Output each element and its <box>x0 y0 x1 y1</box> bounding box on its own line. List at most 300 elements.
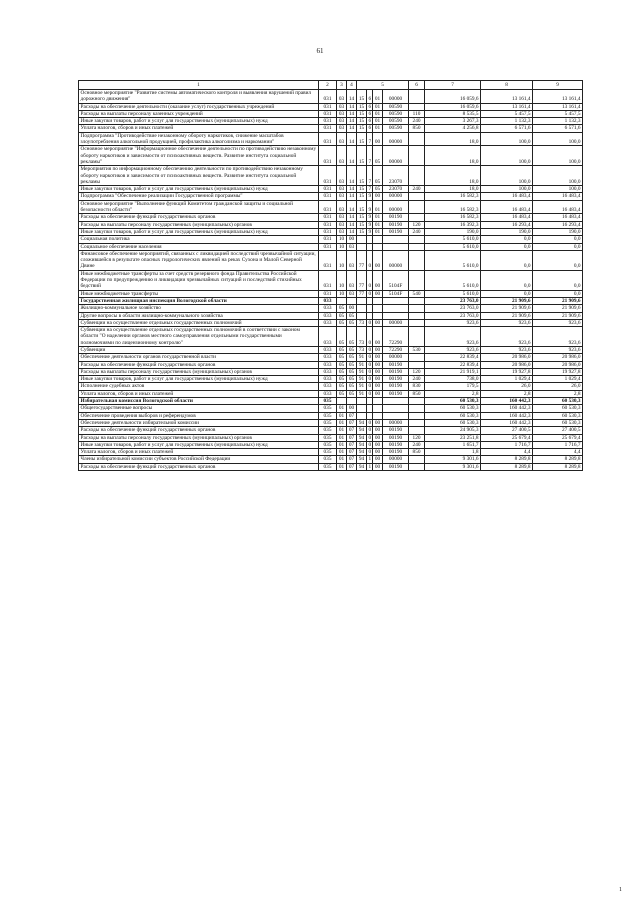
cell-target-code-subprogram: 0 <box>368 390 372 397</box>
cell-amount-col9: 0,0 <box>533 270 583 290</box>
cell-amount-col8: 8 289,8 <box>481 463 533 470</box>
cell-target-code-program: 15 <box>357 118 367 125</box>
cell-ministry-code: 033 <box>319 312 337 319</box>
cell-target-code-direction: 00590 <box>383 125 409 132</box>
cell-subsection: 03 <box>347 270 357 290</box>
row-name: Иные закупки товаров, работ и услуг для государственных (муниципальных) нужд <box>79 186 319 193</box>
cell-target-code-program <box>357 312 367 319</box>
cell-expense-type <box>409 132 425 146</box>
cell-target-code-event <box>373 312 383 319</box>
cell-target-code-subprogram: 9 <box>368 221 372 228</box>
cell-amount-col8: 923,6 <box>481 319 533 326</box>
cell-target-code-event: 00 <box>373 427 383 434</box>
cell-target-code-subprogram: 0 <box>368 368 372 375</box>
cell-target-code-direction <box>383 405 409 412</box>
cell-section: 01 <box>337 427 347 434</box>
cell-amount-col7: 5 610,0 <box>425 243 481 250</box>
cell-subsection: 14 <box>347 90 357 104</box>
row-name: Иные межбюджетные трансферты за счет средств резервного фонда Правительства Российской Федерации по предупреждению и ликвидации чрезвычайных ситуаций и последствий стихийных бедствий <box>79 270 319 290</box>
cell-amount-col7: 16 582,3 <box>425 214 481 221</box>
cell-amount-col9: 13 161,4 <box>533 90 583 104</box>
cell-ministry-code: 031 <box>319 125 337 132</box>
cell-amount-col8: 0,0 <box>481 236 533 243</box>
cell-target-code-subprogram: 1 <box>368 463 372 470</box>
table-row <box>79 354 583 361</box>
cell-target-code-direction: 00190 <box>383 434 409 441</box>
row-name: Субвенции на осуществление отдельных государственных полномочий <box>79 319 319 326</box>
cell-amount-col8: 16 483,4 <box>481 193 533 200</box>
cell-amount-col8: 4,4 <box>481 449 533 456</box>
cell-target-code-program: 73 <box>357 327 367 347</box>
cell-section: 03 <box>337 200 347 214</box>
row-name: Расходы на выплаты персоналу государственных (муниципальных) органов <box>79 368 319 375</box>
cell-ministry-code: 031 <box>319 221 337 228</box>
cell-target-code-direction <box>383 297 409 304</box>
cell-expense-type: 240 <box>409 118 425 125</box>
row-name: Обеспечение деятельности избирательной комиссии <box>79 419 319 426</box>
row-name: Иные закупки товаров, работ и услуг для государственных (муниципальных) нужд <box>79 441 319 448</box>
cell-target-code-program: 15 <box>357 90 367 104</box>
cell-target-code-subprogram: 9 <box>368 228 372 235</box>
cell-target-code-event: 00 <box>373 361 383 368</box>
cell-ministry-code: 035 <box>319 405 337 412</box>
cell-section: 05 <box>337 312 347 319</box>
cell-target-code-subprogram: 9 <box>367 200 373 214</box>
cell-subsection: 05 <box>347 327 357 347</box>
table-row <box>79 449 583 456</box>
cell-section: 01 <box>337 441 347 448</box>
row-name: Подпрограмма "Противодействие незаконному обороту наркотиков, снижение масштабов злоупотребления алкогольной продукцией, профилактика алкоголизма и наркомании" <box>79 132 319 146</box>
cell-amount-col8: 1 029,4 <box>481 376 533 383</box>
row-name: Другие вопросы в области жилищно-коммунального хозяйства <box>79 312 319 319</box>
cell-amount-col9: 16 483,4 <box>533 200 583 214</box>
cell-target-code-program: 73 <box>357 346 367 353</box>
cell-target-code-direction: 00190 <box>383 383 409 390</box>
cell-target-code-event: 00 <box>373 441 383 448</box>
cell-expense-type: 120 <box>409 368 425 375</box>
cell-ministry-code: 033 <box>319 305 337 312</box>
cell-target-code-direction: 00190 <box>383 214 409 221</box>
cell-target-code-direction: 00590 <box>383 118 409 125</box>
cell-amount-col9: 60 530,3 <box>533 405 583 412</box>
row-name: Иные закупки товаров, работ и услуг для государственных (муниципальных) нужд <box>79 118 319 125</box>
cell-expense-type: 240 <box>409 376 425 383</box>
cell-ministry-code: 035 <box>319 412 337 419</box>
row-name: Основное мероприятие "Развитие системы автоматического контроля и выявления нарушений правил дорожного движения" <box>79 90 319 104</box>
cell-amount-col8: 13 161,4 <box>481 103 533 110</box>
page-number: 61 <box>316 47 324 55</box>
cell-expense-type <box>409 398 425 405</box>
cell-section: 10 <box>337 243 347 250</box>
cell-target-code-event: 05 <box>373 166 383 186</box>
cell-target-code-program: 94 <box>357 441 367 448</box>
row-name: Уплата налогов, сборов и иных платежей <box>79 390 319 397</box>
table-row <box>79 132 583 146</box>
table-row <box>79 327 583 347</box>
row-name: Расходы на выплаты персоналу государственных (муниципальных) органов <box>79 221 319 228</box>
cell-section: 01 <box>337 419 347 426</box>
column-header: 5 <box>357 81 409 90</box>
cell-section <box>337 297 347 304</box>
cell-amount-col8: 5 457,5 <box>481 110 533 117</box>
cell-amount-col7: 60 530,3 <box>425 405 481 412</box>
cell-target-code-direction: 00190 <box>383 390 409 397</box>
header-row <box>79 81 583 90</box>
cell-target-code-program: 15 <box>357 221 367 228</box>
cell-target-code-event: 00 <box>373 419 383 426</box>
cell-amount-col8: 16 293,4 <box>481 221 533 228</box>
cell-ministry-code: 035 <box>319 441 337 448</box>
cell-amount-col7: 16 059,6 <box>425 103 481 110</box>
cell-amount-col8: 100,0 <box>481 186 533 193</box>
cell-section: 03 <box>337 228 347 235</box>
cell-target-code-subprogram: 7 <box>367 166 373 186</box>
cell-amount-col7: 23 251,8 <box>425 434 481 441</box>
cell-subsection: 07 <box>347 441 357 448</box>
cell-section: 03 <box>337 90 347 104</box>
table-row <box>79 125 583 132</box>
cell-target-code-program: 15 <box>357 200 367 214</box>
cell-amount-col9: 21 909,6 <box>533 297 583 304</box>
cell-target-code-subprogram: 0 <box>368 376 372 383</box>
cell-target-code-event: 01 <box>373 118 383 125</box>
cell-expense-type <box>409 270 425 290</box>
table-row <box>79 90 583 104</box>
row-name: Иные закупки товаров, работ и услуг для государственных (муниципальных) нужд <box>79 376 319 383</box>
cell-target-code-program: 15 <box>357 146 367 166</box>
cell-amount-col9: 60 530,3 <box>533 412 583 419</box>
cell-amount-col7: 60 530,3 <box>425 412 481 419</box>
cell-target-code-program: 94 <box>357 434 367 441</box>
cell-subsection: 14 <box>347 193 357 200</box>
cell-expense-type <box>409 419 425 426</box>
cell-subsection: 07 <box>347 449 357 456</box>
cell-target-code-program: 94 <box>357 449 367 456</box>
cell-target-code-direction: 00000 <box>383 132 409 146</box>
cell-amount-col9: 923,6 <box>533 319 583 326</box>
cell-target-code-program: 15 <box>357 103 367 110</box>
cell-target-code-event: 05 <box>373 146 383 166</box>
cell-ministry-code: 031 <box>319 193 337 200</box>
table-row <box>79 186 583 193</box>
cell-amount-col7: 22 839,4 <box>425 354 481 361</box>
cell-amount-col8: 13 161,4 <box>481 90 533 104</box>
column-header: 6 <box>409 81 425 90</box>
cell-target-code-direction <box>383 312 409 319</box>
cell-expense-type: 240 <box>409 186 425 193</box>
cell-amount-col7: 16 582,3 <box>425 193 481 200</box>
cell-target-code-event <box>373 243 383 250</box>
cell-target-code-event: 00 <box>373 434 383 441</box>
cell-section: 05 <box>337 319 347 326</box>
cell-amount-col9: 13 161,4 <box>533 103 583 110</box>
cell-target-code-subprogram: 7 <box>367 146 373 166</box>
table-row <box>79 434 583 441</box>
cell-amount-col8: 16 483,4 <box>481 214 533 221</box>
cell-target-code-event: 00 <box>373 290 383 297</box>
cell-target-code-direction: 00190 <box>383 361 409 368</box>
cell-amount-col9: 923,6 <box>533 327 583 347</box>
cell-target-code-direction: 00000 <box>383 193 409 200</box>
cell-target-code-direction <box>383 305 409 312</box>
column-header: 3 <box>337 81 347 90</box>
row-name: Исполнение судебных актов <box>79 383 319 390</box>
cell-target-code-direction <box>383 236 409 243</box>
cell-amount-col9: 8 289,8 <box>533 456 583 463</box>
cell-target-code-program: 94 <box>357 456 367 463</box>
cell-ministry-code: 031 <box>319 228 337 235</box>
cell-subsection: 07 <box>347 427 357 434</box>
cell-target-code-subprogram: 0 <box>368 354 372 361</box>
cell-target-code-subprogram: 7 <box>368 186 372 193</box>
cell-target-code-event: 01 <box>373 110 383 117</box>
cell-target-code-subprogram: 0 <box>368 427 372 434</box>
cell-subsection: 03 <box>347 290 357 297</box>
cell-expense-type <box>409 214 425 221</box>
cell-expense-type: 850 <box>409 125 425 132</box>
cell-target-code-program: 91 <box>357 361 367 368</box>
cell-target-code-event: 00 <box>373 250 383 270</box>
cell-subsection: 07 <box>347 456 357 463</box>
cell-target-code-program: 15 <box>357 214 367 221</box>
cell-section: 01 <box>337 434 347 441</box>
cell-target-code-event: 00 <box>373 449 383 456</box>
cell-section: 05 <box>337 376 347 383</box>
cell-amount-col8: 100,0 <box>481 166 533 186</box>
cell-target-code-event: 01 <box>373 214 383 221</box>
cell-amount-col9: 16 483,4 <box>533 193 583 200</box>
cell-subsection: 05 <box>347 354 357 361</box>
row-name: Уплата налогов, сборов и иных платежей <box>79 449 319 456</box>
row-name: Обеспечение проведения выборов и референдумов <box>79 412 319 419</box>
cell-expense-type: 120 <box>409 434 425 441</box>
cell-target-code-program: 77 <box>357 290 367 297</box>
cell-amount-col9: 26,0 <box>533 383 583 390</box>
cell-amount-col7: 1,8 <box>425 449 481 456</box>
cell-expense-type <box>409 236 425 243</box>
cell-expense-type: 850 <box>409 449 425 456</box>
cell-amount-col8: 16 483,4 <box>481 200 533 214</box>
table-row <box>79 346 583 353</box>
table-row <box>79 383 583 390</box>
cell-target-code-direction: 00000 <box>383 354 409 361</box>
cell-expense-type <box>409 243 425 250</box>
cell-amount-col7: 738,0 <box>425 376 481 383</box>
table-row <box>79 361 583 368</box>
cell-target-code-direction: 00190 <box>383 441 409 448</box>
cell-amount-col7: 5 610,0 <box>425 236 481 243</box>
cell-section: 03 <box>337 103 347 110</box>
table-row <box>79 463 583 470</box>
cell-section: 03 <box>337 193 347 200</box>
row-name: Общегосударственные вопросы <box>79 405 319 412</box>
cell-section: 03 <box>337 132 347 146</box>
cell-amount-col7: 923,6 <box>425 319 481 326</box>
cell-amount-col7: 18,0 <box>425 146 481 166</box>
cell-target-code-event: 01 <box>373 228 383 235</box>
cell-ministry-code: 031 <box>319 146 337 166</box>
cell-target-code-event: 01 <box>373 90 383 104</box>
row-name: Расходы на обеспечение функций государственных органов <box>79 463 319 470</box>
cell-amount-col8: 160 442,3 <box>481 398 533 405</box>
cell-target-code-event: 00 <box>373 327 383 347</box>
cell-section: 10 <box>337 250 347 270</box>
cell-expense-type <box>409 354 425 361</box>
cell-target-code-subprogram: 9 <box>368 193 372 200</box>
table-row <box>79 250 583 270</box>
cell-target-code-direction: 00000 <box>383 319 409 326</box>
cell-subsection: 14 <box>347 132 357 146</box>
cell-amount-col9: 19 927,8 <box>533 368 583 375</box>
cell-section: 03 <box>337 221 347 228</box>
cell-amount-col9: 21 909,6 <box>533 305 583 312</box>
table-row <box>79 427 583 434</box>
cell-target-code-event: 00 <box>373 368 383 375</box>
cell-expense-type: 120 <box>409 221 425 228</box>
cell-target-code-direction: 72290 <box>383 346 409 353</box>
table-row <box>79 146 583 166</box>
cell-amount-col9: 190,0 <box>533 228 583 235</box>
cell-expense-type <box>409 312 425 319</box>
cell-target-code-program <box>357 305 367 312</box>
cell-amount-col7: 8 535,5 <box>425 110 481 117</box>
table-row <box>79 412 583 419</box>
cell-amount-col8: 190,0 <box>481 228 533 235</box>
cell-expense-type <box>409 166 425 186</box>
column-header: 7 <box>425 81 481 90</box>
cell-subsection: 00 <box>347 405 357 412</box>
cell-amount-col8: 0,0 <box>481 270 533 290</box>
row-name: Жилищно-коммунальное хозяйство <box>79 305 319 312</box>
cell-amount-col9: 100,0 <box>533 186 583 193</box>
cell-ministry-code: 033 <box>319 319 337 326</box>
cell-target-code-direction: 00000 <box>383 146 409 166</box>
table-row <box>79 228 583 235</box>
cell-target-code-subprogram: 0 <box>368 449 372 456</box>
row-name: Расходы на выплаты персоналу казенных учреждений <box>79 110 319 117</box>
table-row <box>79 166 583 186</box>
cell-amount-col8: 0,0 <box>481 243 533 250</box>
cell-target-code-event: 05 <box>373 186 383 193</box>
cell-target-code-event: 00 <box>373 319 383 326</box>
cell-target-code-subprogram: 0 <box>368 383 372 390</box>
cell-subsection: 03 <box>347 243 357 250</box>
cell-target-code-subprogram: 6 <box>368 118 372 125</box>
cell-target-code-program: 77 <box>357 250 367 270</box>
cell-amount-col9: 16 483,4 <box>533 214 583 221</box>
row-name: Члены избирательной комиссии субъектов Российской Федерации <box>79 456 319 463</box>
cell-expense-type <box>409 297 425 304</box>
cell-amount-col8: 8 289,8 <box>481 456 533 463</box>
cell-amount-col8: 26,0 <box>481 383 533 390</box>
cell-amount-col8: 21 909,6 <box>481 312 533 319</box>
cell-target-code-program: 91 <box>357 390 367 397</box>
cell-amount-col8: 160 442,3 <box>481 405 533 412</box>
cell-target-code-direction: 00190 <box>383 228 409 235</box>
cell-amount-col9: 21 909,6 <box>533 312 583 319</box>
cell-amount-col9: 923,6 <box>533 346 583 353</box>
cell-ministry-code: 031 <box>319 110 337 117</box>
cell-target-code-subprogram: 6 <box>367 90 373 104</box>
cell-amount-col7: 16 392,3 <box>425 221 481 228</box>
cell-target-code-subprogram: 0 <box>367 327 373 347</box>
cell-amount-col7: 4 256,8 <box>425 125 481 132</box>
cell-target-code-event <box>373 412 383 419</box>
cell-amount-col8: 923,6 <box>481 327 533 347</box>
table-row <box>79 376 583 383</box>
cell-ministry-code: 033 <box>319 376 337 383</box>
cell-target-code-subprogram: 0 <box>367 270 373 290</box>
cell-ministry-code: 035 <box>319 419 337 426</box>
cell-target-code-direction: 00190 <box>383 427 409 434</box>
cell-amount-col7: 9 301,6 <box>425 463 481 470</box>
cell-subsection: 14 <box>347 146 357 166</box>
cell-target-code-program: 94 <box>357 427 367 434</box>
row-name: Расходы на обеспечение функций государственных органов <box>79 214 319 221</box>
cell-subsection: 14 <box>347 228 357 235</box>
cell-amount-col8: 1 132,3 <box>481 118 533 125</box>
cell-expense-type <box>409 250 425 270</box>
cell-ministry-code: 033 <box>319 361 337 368</box>
cell-target-code-direction: 5104F <box>383 290 409 297</box>
cell-amount-col9: 2,8 <box>533 390 583 397</box>
cell-ministry-code: 035 <box>319 463 337 470</box>
cell-amount-col9: 16 293,4 <box>533 221 583 228</box>
column-header: 1 <box>79 81 319 90</box>
table-row <box>79 290 583 297</box>
cell-amount-col9: 100,0 <box>533 132 583 146</box>
table-row <box>79 368 583 375</box>
cell-target-code-direction: 72290 <box>383 327 409 347</box>
cell-ministry-code: 033 <box>319 346 337 353</box>
cell-amount-col9: 20 986,0 <box>533 361 583 368</box>
cell-ministry-code: 031 <box>319 118 337 125</box>
cell-amount-col8: 25 679,4 <box>481 434 533 441</box>
cell-ministry-code: 031 <box>319 200 337 214</box>
cell-target-code-event <box>373 405 383 412</box>
cell-amount-col9: 0,0 <box>533 236 583 243</box>
cell-amount-col8: 0,0 <box>481 290 533 297</box>
cell-ministry-code: 033 <box>319 390 337 397</box>
cell-target-code-event: 00 <box>373 456 383 463</box>
cell-amount-col7: 16 582,3 <box>425 200 481 214</box>
cell-section: 10 <box>337 270 347 290</box>
cell-amount-col7: 22 839,4 <box>425 361 481 368</box>
cell-section: 05 <box>337 383 347 390</box>
cell-target-code-program <box>357 405 367 412</box>
cell-amount-col9: 25 679,4 <box>533 434 583 441</box>
cell-section: 03 <box>337 125 347 132</box>
cell-target-code-direction: 00190 <box>383 376 409 383</box>
cell-target-code-program: 15 <box>357 186 367 193</box>
cell-section: 10 <box>337 290 347 297</box>
cell-ministry-code: 033 <box>319 354 337 361</box>
table-row <box>79 405 583 412</box>
cell-section <box>337 398 347 405</box>
cell-section: 05 <box>337 354 347 361</box>
cell-amount-col7: 23 763,0 <box>425 305 481 312</box>
cell-expense-type <box>409 361 425 368</box>
table-body <box>79 81 583 471</box>
cell-amount-col9: 60 530,3 <box>533 419 583 426</box>
cell-target-code-program: 15 <box>357 110 367 117</box>
cell-expense-type: 240 <box>409 441 425 448</box>
cell-expense-type: 850 <box>409 390 425 397</box>
row-name: Субвенции на осуществление отдельных государственных полномочий в соответствии с законом области "О наделении органов местного самоуправления отдельными государственными полномочиями по лицензионному контролю" <box>79 327 319 347</box>
cell-target-code-direction: 00000 <box>383 419 409 426</box>
cell-amount-col8: 20 986,0 <box>481 361 533 368</box>
cell-amount-col7: 9 301,6 <box>425 456 481 463</box>
